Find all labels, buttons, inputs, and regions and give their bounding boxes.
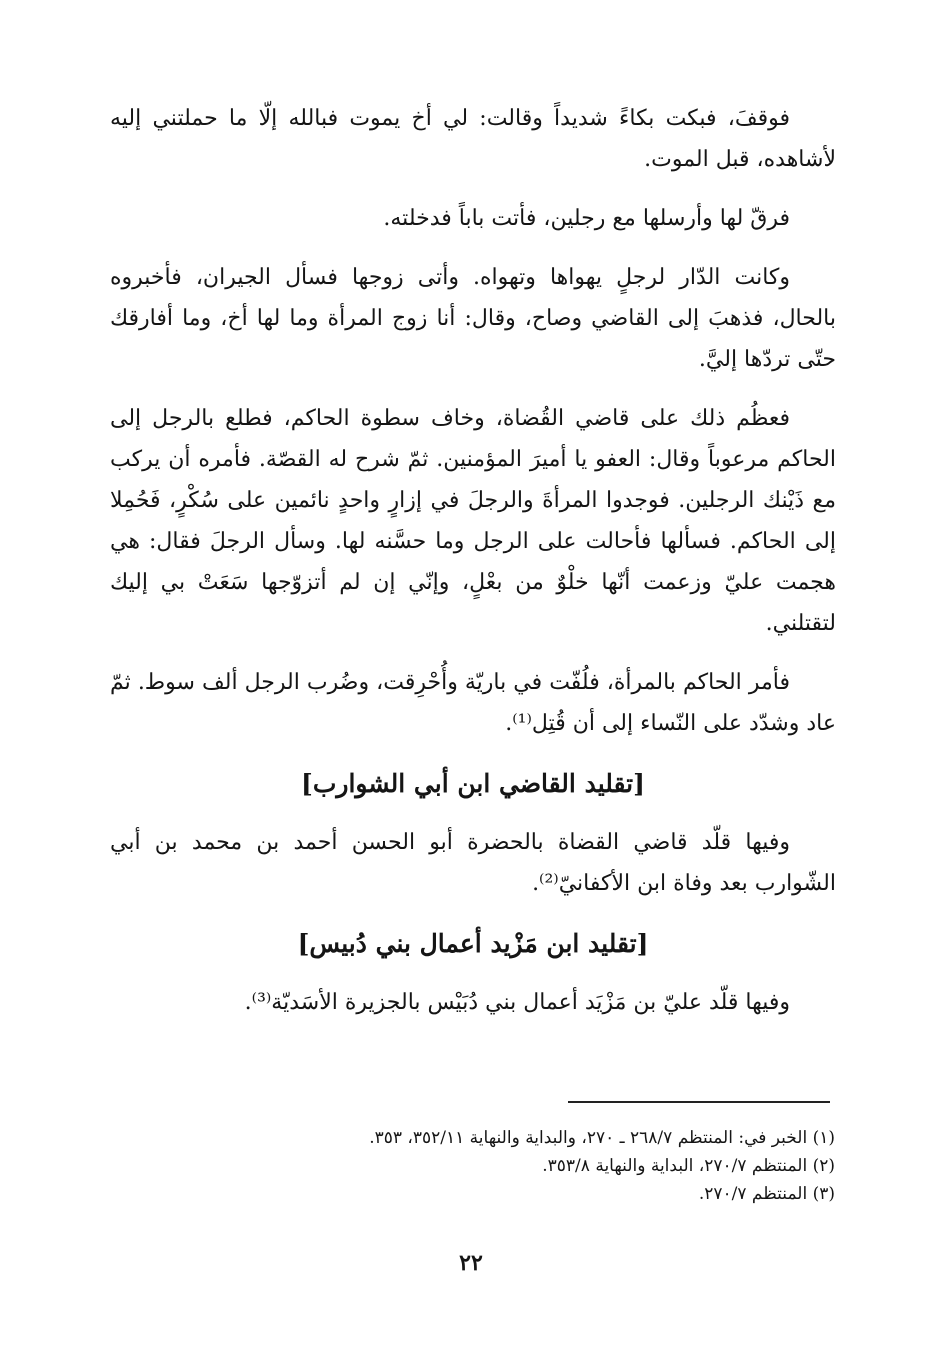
- footnote-2: (٢) المنتظم ٢٧٠/٧، البداية والنهاية ٣٥٣/٨.: [542, 1156, 835, 1176]
- section-2-paragraph: وفيها قلّد عليّ بن مَزْيَد أعمال بني دُبَيْس بالجزيرة الأسَديّة⁽³⁾.: [244, 990, 790, 1015]
- paragraph-4: فعظُم ذلك على قاضي القُضاة، وخاف سطوة الحاكم، فطلع بالرجل إلى الحاكم مرعوباً وقال: العفو يا أميرَ المؤمنين. ثمّ شرح له القصّة. فأمره أن يركب مع ذَيْنك الرجلين. فوجدوا المرأةَ والرجلَ في إزارٍ واحدٍ نائمين على سُكْرٍ، فَحُمِلا إلى الحاكم. فسألها فأحالت على الرجل وما حسَّنه لها. وسأل الرجلَ فقال: هي هجمت عليّ وزعمت أنّها خلْوٌ من بعْلٍ، وإنّي إن لم أتزوّجها سَعَتْ بي إليك لتقتلني.: [110, 406, 836, 636]
- footnote-1: (١) الخبر في: المنتظم ٢٦٨/٧ ـ ٢٧٠، والبداية والنهاية ٣٥٢/١١، ٣٥٣.: [369, 1128, 835, 1148]
- footnotes: [180, 1124, 835, 1208]
- paragraph-1: فوقفَ، فبكت بكاءً شديداً وقالت: لي أخ يموت فبالله إلّا ما حملتني إليه لأشاهده، قبل الموت.: [110, 106, 836, 172]
- page-number: ٢٢: [459, 1250, 483, 1276]
- section-heading-1: [تقليد القاضي ابن أبي الشوارب]: [301, 769, 645, 798]
- section-heading-2: [تقليد ابن مَزْيد أعمال بني دُبيس]: [297, 929, 649, 958]
- main-text: [110, 98, 836, 1041]
- footnote-divider: [568, 1101, 830, 1103]
- paragraph-3: وكانت الدّار لرجلٍ يهواها وتهواه. وأتى زوجها فسأل الجيران، فأخبروه بالحال، فذهبَ إلى القاضي وصاح، وقال: أنا زوج المرأة وما لها أخ، وما أفارقك حتّى تردّها إليَّ.: [110, 265, 836, 372]
- section-1-paragraph: وفيها قلّد قاضي القضاة بالحضرة أبو الحسن أحمد بن محمد بن أبي الشّوارب بعد وفاة ابن الأكفانيّ⁽²⁾.: [110, 830, 836, 896]
- footnote-3: (٣) المنتظم ٢٧٠/٧.: [698, 1184, 835, 1204]
- paragraph-5: فأمر الحاكم بالمرأة، فلُفّت في باريّة وأُحْرِقت، وضُرب الرجل ألف سوط. ثمّ عاد وشدّد على النّساء إلى أن قُتِل⁽¹⁾.: [110, 670, 836, 736]
- paragraph-2: فرقّ لها وأرسلها مع رجلين، فأتت باباً فدخلته.: [383, 206, 790, 231]
